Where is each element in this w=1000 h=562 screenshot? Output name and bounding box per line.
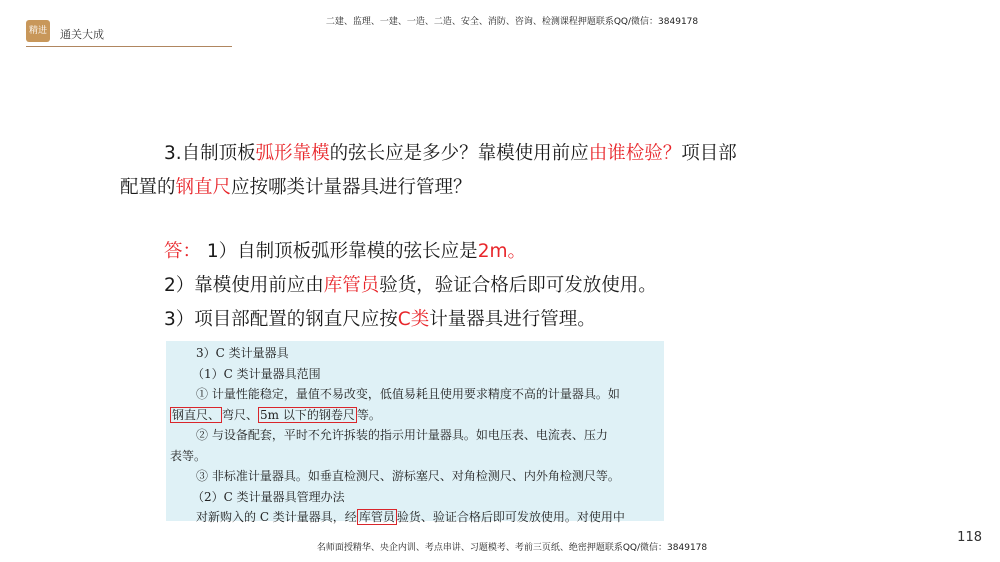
brand-divider xyxy=(26,46,232,47)
excerpt-text: 弯尺、 xyxy=(222,407,259,422)
excerpt-boxed: 库管员 xyxy=(358,510,395,524)
answer-label: 答： xyxy=(164,241,202,262)
answer-2 xyxy=(164,269,657,303)
answer-text: 验货，验证合格后即可发放使用。 xyxy=(379,275,657,296)
brand-title: 通关大成 xyxy=(60,28,104,41)
bottom-banner: 名师面授精华、央企内训、考点串讲、习题模考、考前三页纸、绝密押题联系QQ/微信：3849178 xyxy=(316,543,708,553)
question-part: 项目部 xyxy=(681,143,737,164)
answer-highlight: C类 xyxy=(397,309,430,330)
excerpt-text: 验货、验证合格后即可发放使用。对使用中 xyxy=(396,510,625,524)
question-highlight: 由谁检验？ xyxy=(588,143,682,164)
excerpt-text: 等。 xyxy=(356,407,381,422)
question-highlight: 钢直尺 xyxy=(175,177,232,198)
logo-badge: 精进 xyxy=(26,20,50,42)
answer-3 xyxy=(164,303,657,337)
question-text xyxy=(120,137,810,205)
top-banner: 二建、监理、一建、一造、二造、安全、消防、咨询、检测课程押题联系QQ/微信：3849178 xyxy=(325,17,699,27)
answer-text: 3）项目部配置的钢直尺应按 xyxy=(164,309,398,330)
excerpt-line: ② 与设备配套，平时不允许拆装的指示用计量器具。如电压表、电流表、压力 xyxy=(196,428,608,442)
excerpt-line xyxy=(166,405,664,426)
excerpt-boxed: 钢直尺、 xyxy=(172,407,221,422)
question-part: 应按哪类计量器具进行管理？ xyxy=(231,177,472,198)
answer-text: 2）靠模使用前应由 xyxy=(164,275,324,296)
question-highlight: 弧形靠模 xyxy=(255,143,330,164)
page-number: 118 xyxy=(957,530,982,545)
answer-text: 1）自制顶板弧形靠模的弦长应是 xyxy=(206,241,478,262)
excerpt-subheading: （2）C 类计量器具管理办法 xyxy=(192,489,345,504)
excerpt-line: 表等。 xyxy=(170,448,207,463)
answer-block xyxy=(164,235,657,337)
excerpt-text: 对新购入的 C 类计量器具，经 xyxy=(196,510,357,524)
excerpt-heading: 3）C 类计量器具 xyxy=(196,346,289,360)
textbook-excerpt xyxy=(166,341,664,524)
question-part: 配置的 xyxy=(120,177,176,198)
excerpt-line xyxy=(166,507,664,528)
answer-text: 计量器具进行管理。 xyxy=(429,309,596,330)
excerpt-line: ① 计量性能稳定，量值不易改变，低值易耗且使用要求精度不高的计量器具。如 xyxy=(196,387,620,401)
question-part: 的弦长应是多少？靠模使用前应 xyxy=(329,143,589,164)
answer-highlight: 2m。 xyxy=(477,241,526,262)
question-part: 3.自制顶板 xyxy=(164,143,256,164)
excerpt-line: ③ 非标准计量器具。如垂直检测尺、游标塞尺、对角检测尺、内外角检测尺等。 xyxy=(196,469,620,483)
answer-highlight: 库管员 xyxy=(323,275,380,296)
answer-1 xyxy=(164,235,657,269)
excerpt-boxed: 5m 以下的钢卷尺 xyxy=(260,407,355,422)
excerpt-subheading: （1）C 类计量器具范围 xyxy=(192,366,321,381)
